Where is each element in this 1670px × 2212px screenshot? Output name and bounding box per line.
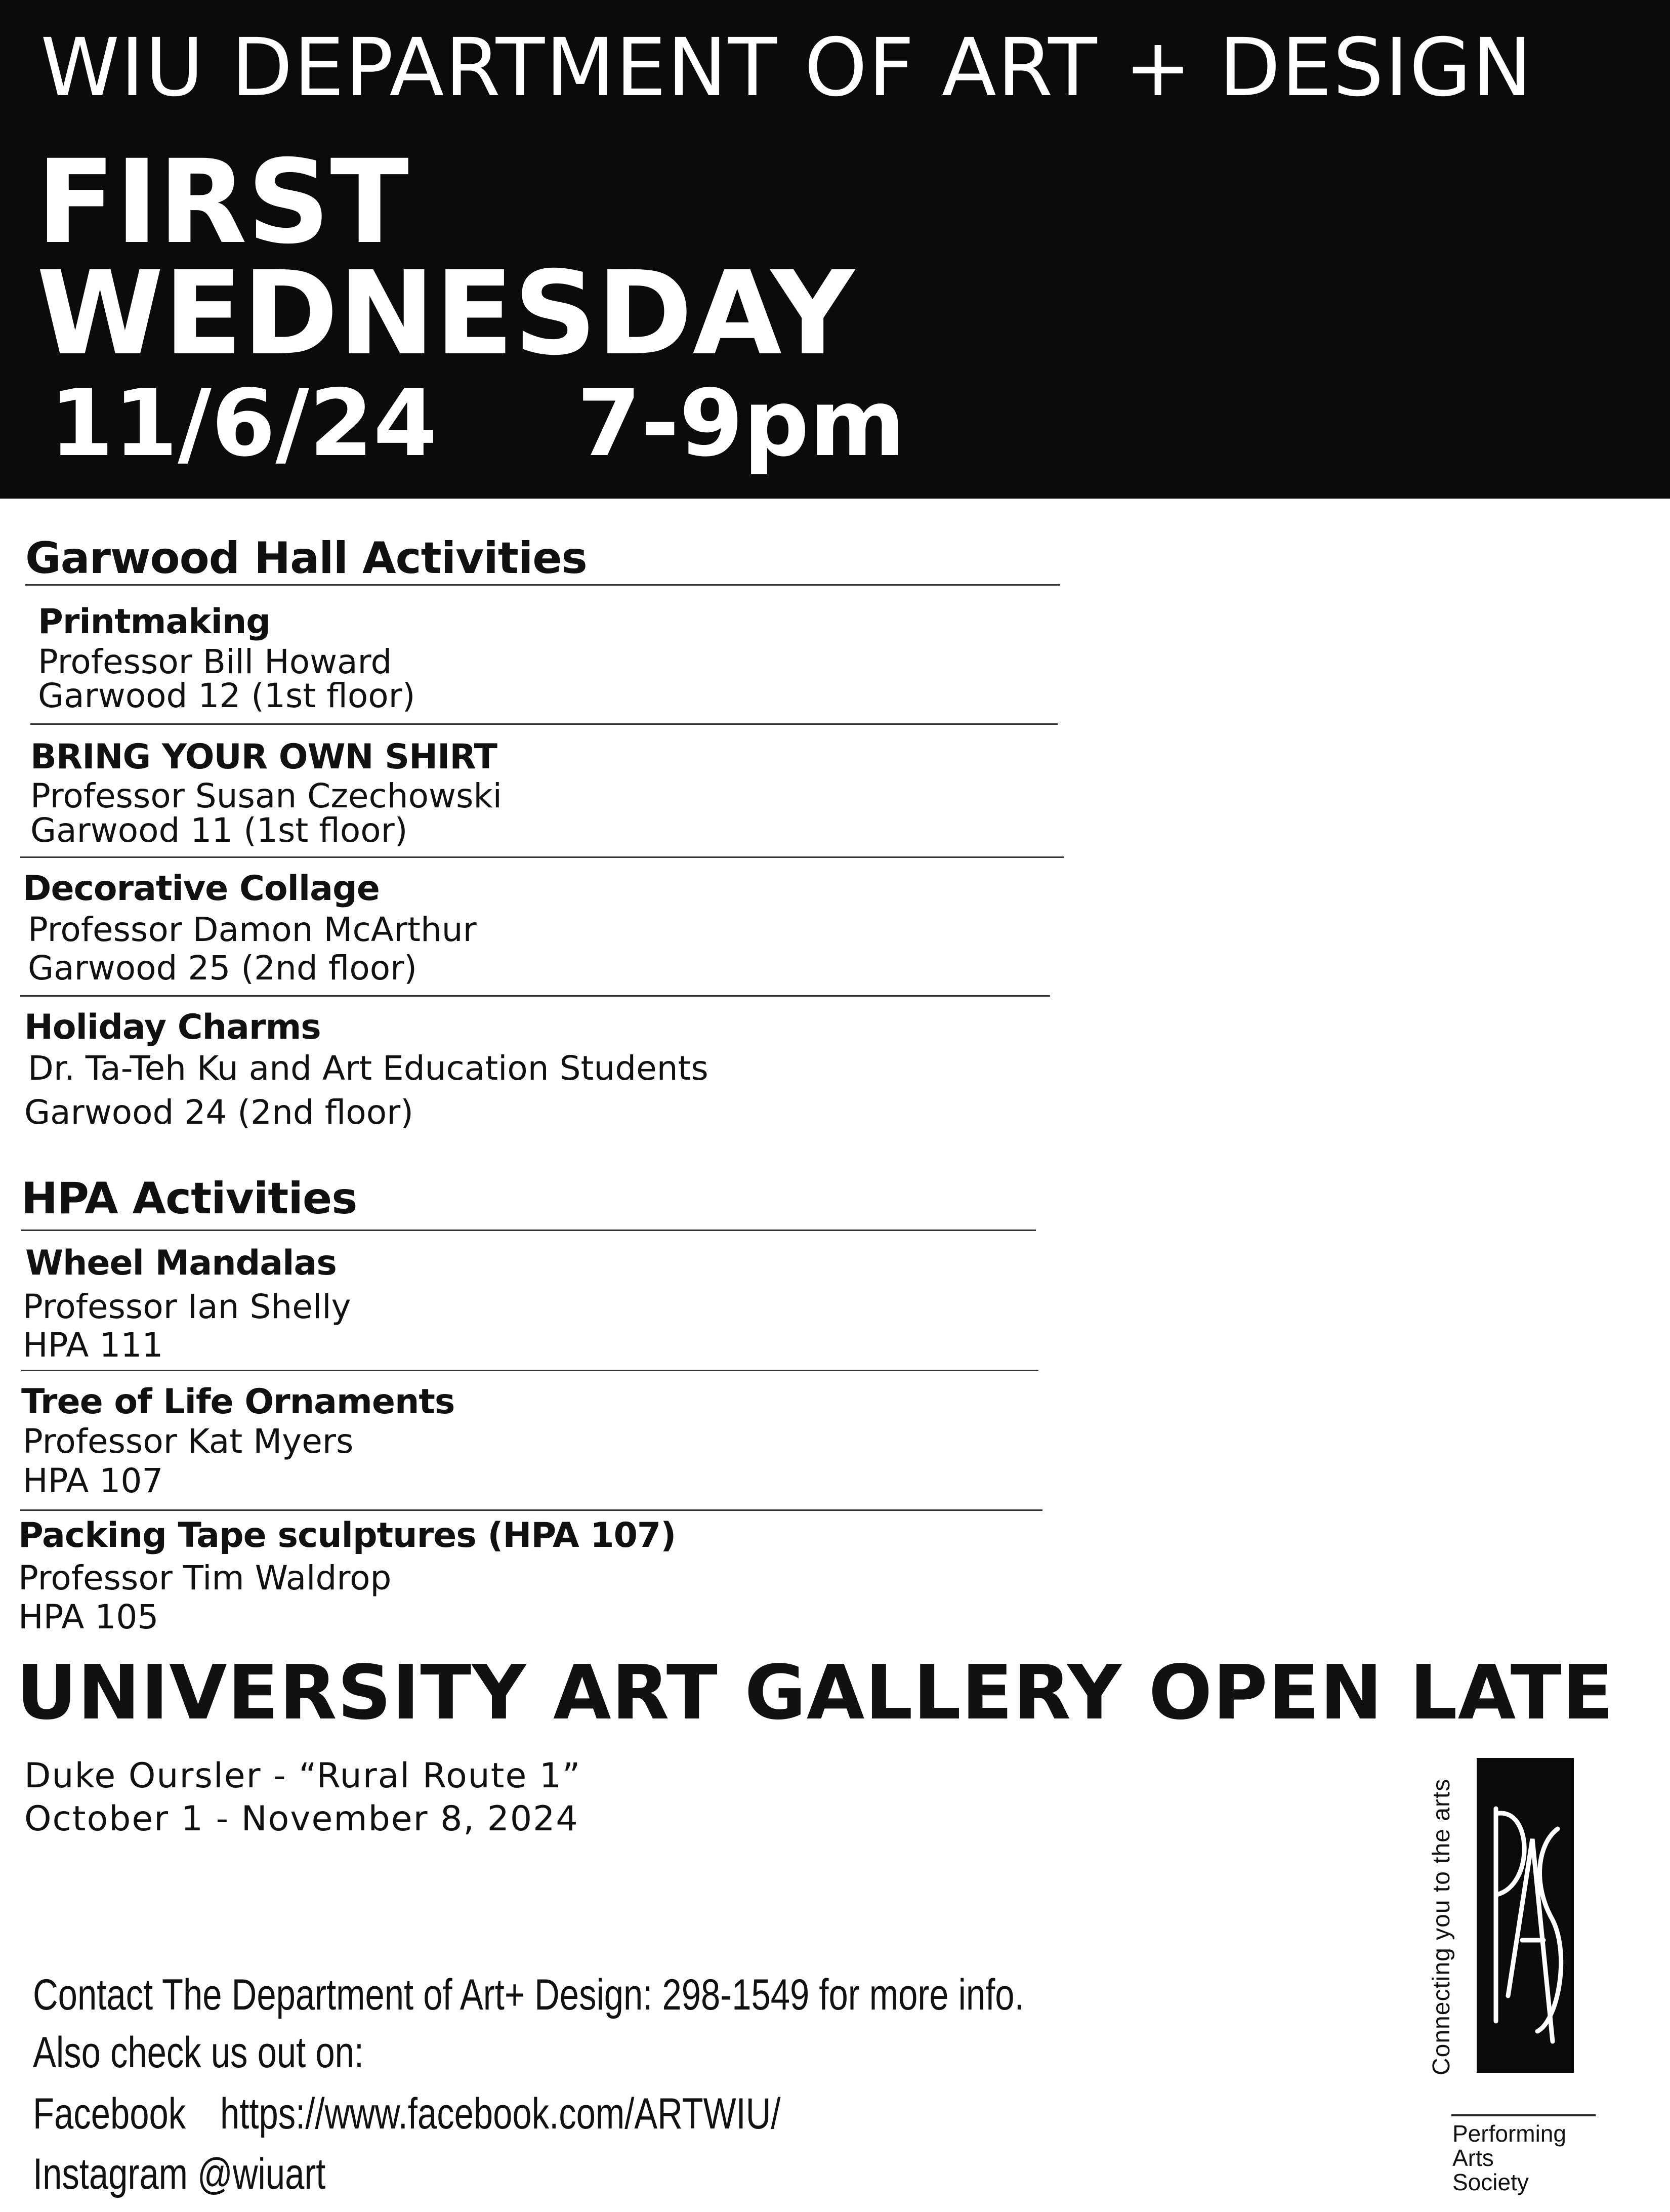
activity-room: HPA 111 [23, 1326, 163, 1365]
activity-room: HPA 107 [23, 1461, 163, 1500]
activity-host: Professor Kat Myers [23, 1422, 354, 1461]
section-title-garwood: Garwood Hall Activities [25, 533, 587, 584]
gallery-exhibit: Duke Oursler - “Rural Route 1” [24, 1756, 581, 1796]
activity-host: Professor Damon McArthur [28, 910, 477, 949]
activity-host: Professor Susan Czechowski [30, 776, 502, 815]
activity-title: Printmaking [38, 602, 270, 642]
pas-monogram-icon [1477, 1758, 1574, 2073]
activity-title: Decorative Collage [23, 869, 380, 909]
section-divider [25, 584, 1060, 586]
facebook-label: Facebook [33, 2090, 186, 2138]
row-divider [20, 1509, 1042, 1511]
row-divider [20, 856, 1064, 858]
logo-divider [1451, 2114, 1596, 2116]
pas-logo [1477, 1758, 1574, 2073]
instagram-handle[interactable]: Instagram @wiuart [33, 2150, 326, 2198]
activity-room: Garwood 24 (2nd floor) [24, 1093, 413, 1132]
event-title-line1: FIRST [36, 135, 409, 269]
activity-title: Holiday Charms [24, 1007, 321, 1047]
facebook-link[interactable]: https://www.facebook.com/ARTWIU/ [220, 2090, 781, 2138]
activity-host: Dr. Ta-Teh Ku and Art Education Students [28, 1049, 708, 1088]
activity-host: Professor Tim Waldrop [18, 1559, 392, 1597]
activity-host: Professor Bill Howard [38, 642, 392, 681]
activity-title: Tree of Life Ornaments [21, 1382, 455, 1422]
activity-room: Garwood 11 (1st floor) [30, 811, 408, 850]
logo-name-line: Arts [1452, 2145, 1494, 2171]
department-title: WIU DEPARTMENT OF ART + DESIGN [40, 21, 1533, 114]
row-divider [21, 1370, 1038, 1371]
social-intro: Also check us out on: [33, 2028, 364, 2077]
section-title-hpa: HPA Activities [21, 1173, 357, 1224]
activity-title: BRING YOUR OWN SHIRT [30, 737, 497, 777]
row-divider [30, 723, 1058, 725]
activity-room: HPA 105 [18, 1597, 159, 1636]
contact-info: Contact The Department of Art+ Design: 298-1549 for more info. [33, 1971, 1024, 2019]
activity-title: Packing Tape sculptures (HPA 107) [18, 1515, 676, 1555]
activity-title: Wheel Mandalas [25, 1243, 337, 1283]
section-divider [21, 1230, 1036, 1231]
header-banner [0, 0, 1670, 499]
activity-host: Professor Ian Shelly [23, 1287, 351, 1326]
gallery-dates: October 1 - November 8, 2024 [24, 1799, 579, 1839]
event-time: 7-9pm [577, 370, 905, 477]
gallery-title: UNIVERSITY ART GALLERY OPEN LATE [16, 1649, 1614, 1736]
row-divider [20, 995, 1050, 997]
event-title-line2: WEDNESDAY [36, 246, 855, 381]
activity-room: Garwood 12 (1st floor) [38, 676, 415, 715]
activity-room: Garwood 25 (2nd floor) [28, 949, 417, 988]
logo-tagline: Connecting you to the arts [1428, 1778, 1455, 2075]
logo-name-line: Society [1452, 2169, 1529, 2195]
logo-name-line: Performing [1452, 2120, 1566, 2147]
event-date: 11/6/24 [50, 370, 438, 477]
